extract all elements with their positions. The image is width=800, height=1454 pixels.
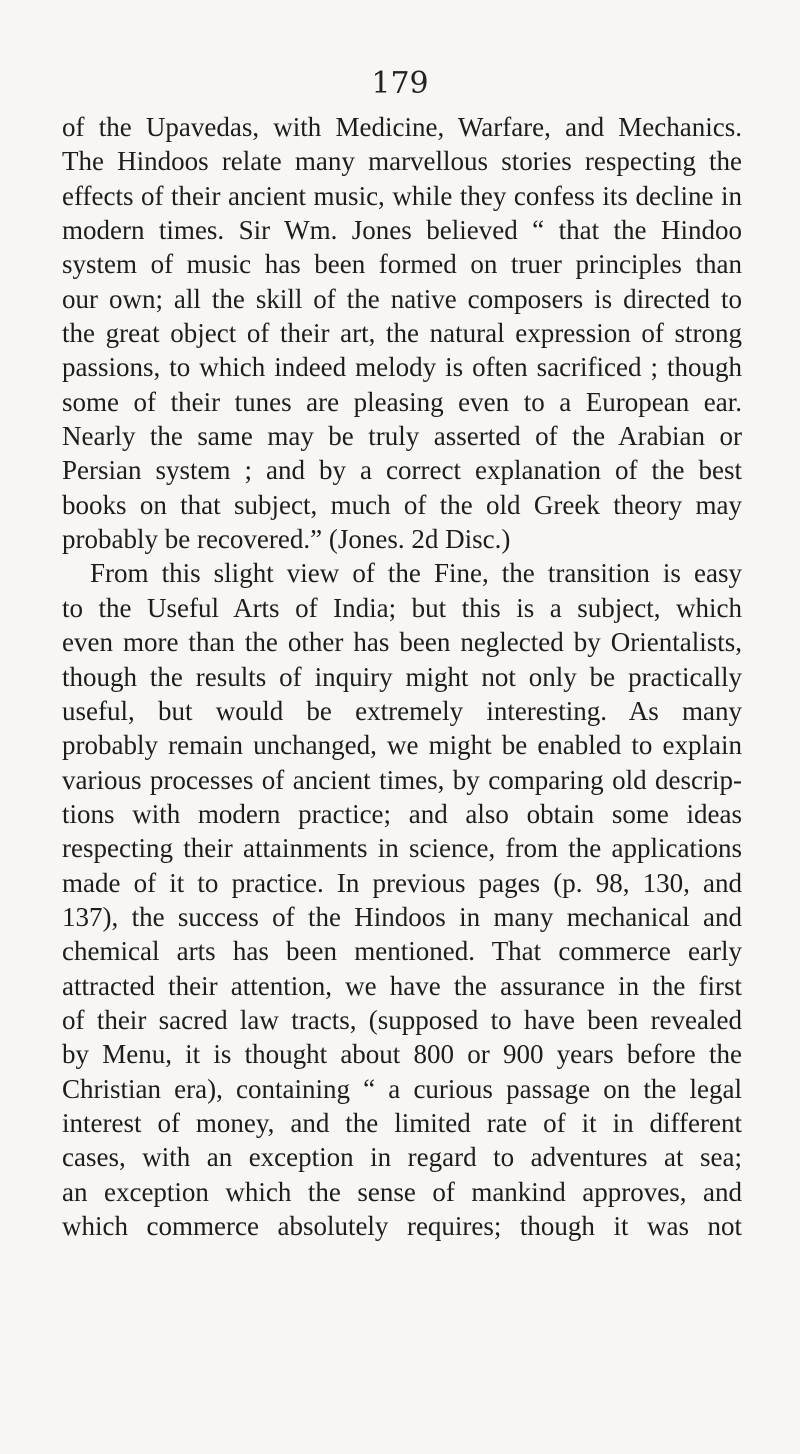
text-line: various processes of ancient times, by comparing old descrip- bbox=[62, 764, 742, 795]
text-line: respecting their attainments in science, from the applications bbox=[62, 833, 742, 864]
text-line: modern times. Sir Wm. Jones believed “ that the Hindoo bbox=[62, 215, 742, 246]
text-line: Christian era), containing “ a curious passage on the legal bbox=[62, 1073, 742, 1104]
text-line: even more than the other has been neglected by Orientalists, bbox=[62, 627, 742, 658]
text-line: some of their tunes are pleasing even to a European ear. bbox=[62, 386, 742, 417]
text-line: interest of money, and the limited rate of it in different bbox=[62, 1107, 742, 1138]
text-line: of the Upavedas, with Medicine, Warfare, and Mechanics. bbox=[62, 112, 742, 142]
text-line: made of it to practice. In previous pages (p. 98, 130, and bbox=[62, 867, 742, 898]
text-line: of their sacred law tracts, (supposed to have been revealed bbox=[62, 1004, 742, 1035]
text-line: Persian system ; and by a correct explanation of the best bbox=[62, 455, 742, 486]
text-line: 137), the success of the Hindoos in many mechanical and bbox=[62, 901, 742, 932]
text-line: by Menu, it is thought about 800 or 900 years before the bbox=[62, 1039, 742, 1070]
text-line: chemical arts has been mentioned. That commerce early bbox=[62, 936, 742, 967]
page-number: 179 bbox=[371, 66, 429, 101]
body-text bbox=[62, 110, 742, 1243]
text-line: attracted their attention, we have the assurance in the first bbox=[62, 970, 742, 1001]
text-line: passions, to which indeed melody is often sacrificed ; though bbox=[62, 352, 742, 383]
text-line: system of music has been formed on truer principles than bbox=[62, 249, 742, 280]
text-line: useful, but would be extremely interesting. As many bbox=[62, 695, 742, 726]
text-line: though the results of inquiry might not only be practically bbox=[62, 661, 742, 692]
text-line: cases, with an exception in regard to adventures at sea; bbox=[62, 1142, 742, 1173]
paragraph-end-line: probably be recovered.” (Jones. 2d Disc.) bbox=[62, 524, 511, 555]
text-line: tions with modern practice; and also obtain some ideas bbox=[62, 798, 742, 829]
paragraph-start-line: From this slight view of the Fine, the transition is easy bbox=[90, 558, 742, 589]
text-line: effects of their ancient music, while they confess its decline in bbox=[62, 180, 742, 211]
text-line: Nearly the same may be truly asserted of the Arabian or bbox=[62, 421, 742, 452]
text-line: The Hindoos relate many marvellous stories respecting the bbox=[62, 146, 742, 177]
text-line: probably remain unchanged, we might be enabled to explain bbox=[62, 730, 742, 761]
text-line: which commerce absolutely requires; though it was not bbox=[62, 1211, 742, 1241]
text-line: books on that subject, much of the old Greek theory may bbox=[62, 489, 742, 520]
text-line: an exception which the sense of mankind approves, and bbox=[62, 1176, 742, 1207]
text-line: our own; all the skill of the native composers is directed to bbox=[62, 283, 742, 314]
text-line: to the Useful Arts of India; but this is a subject, which bbox=[62, 592, 742, 623]
text-line: the great object of their art, the natural expression of strong bbox=[62, 318, 742, 349]
